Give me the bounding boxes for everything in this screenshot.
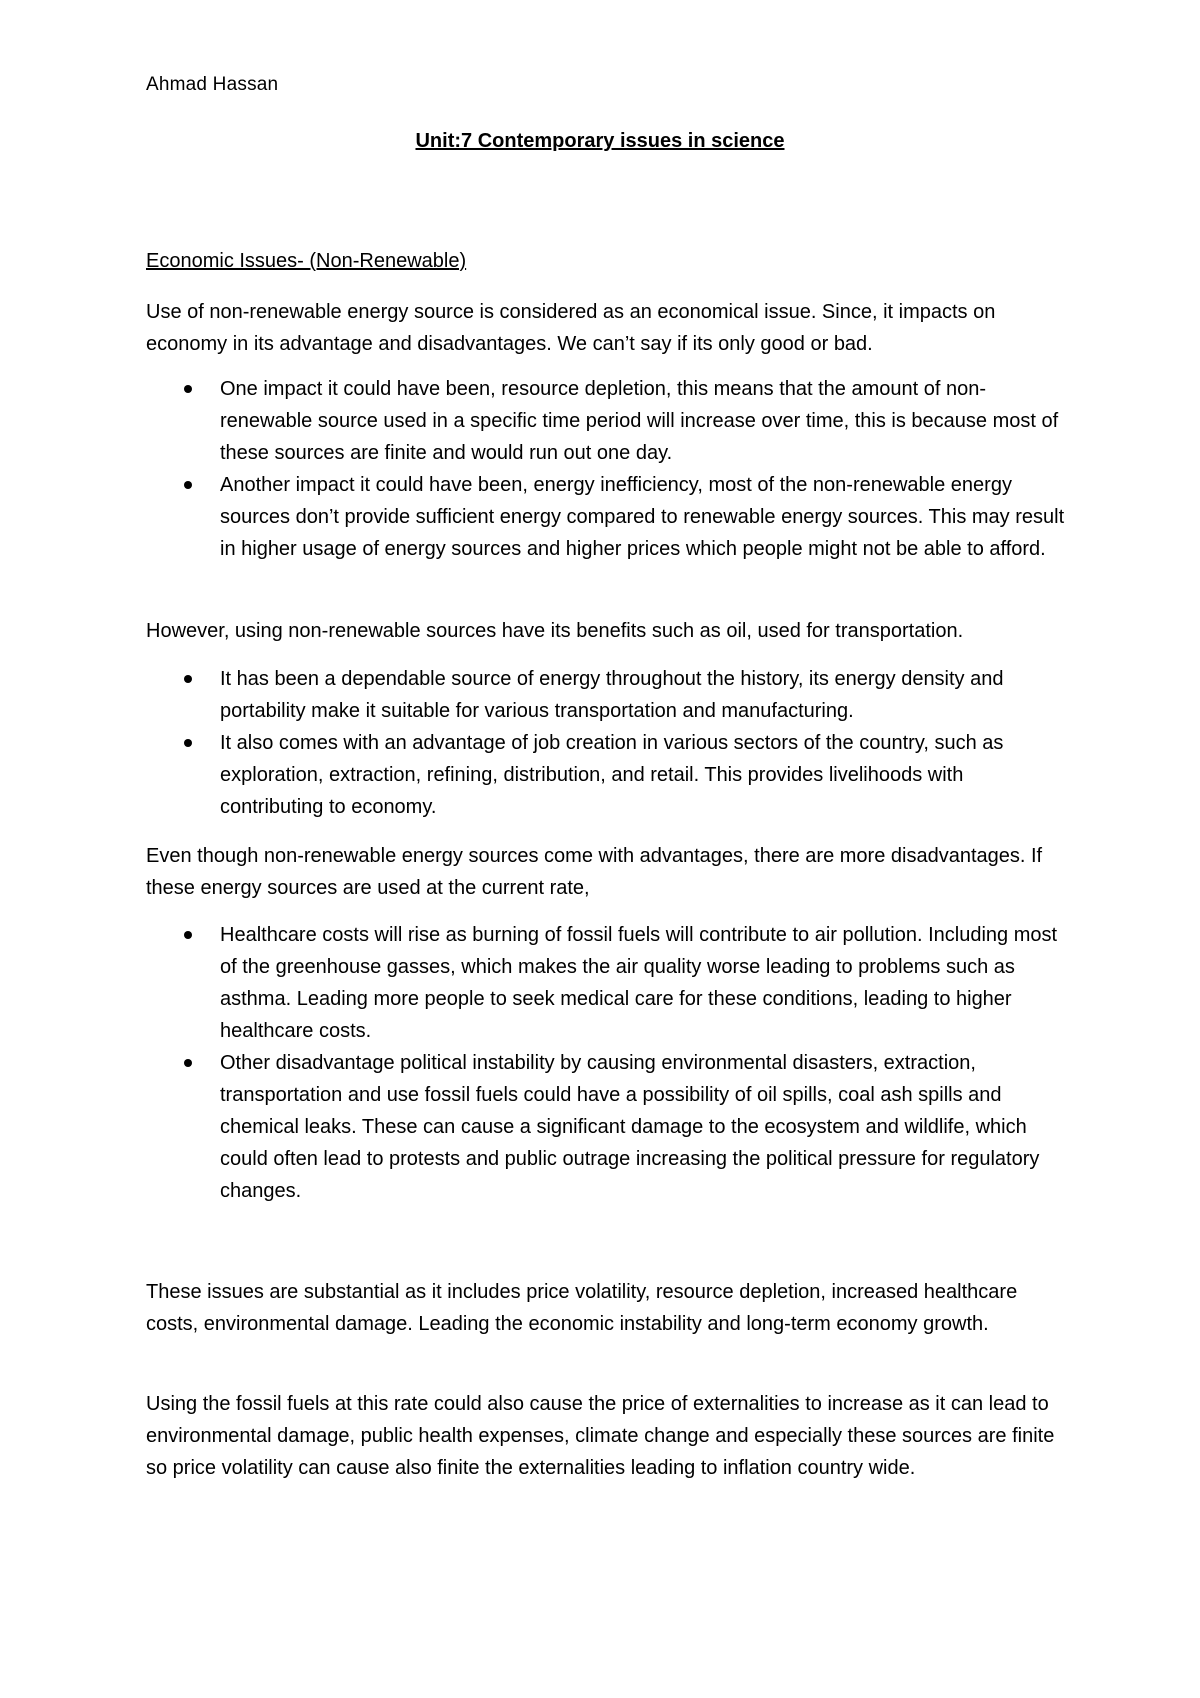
conclusion-paragraph: Using the fossil fuels at this rate could also cause the price of externalities to increase as it can lead to environmental damage, public health expenses, climate change and especially these sources are finite so price volatility can cause also finite the externalities leading to inflation country wide. bbox=[146, 1393, 1055, 1479]
disadvantages-intro-paragraph: Even though non-renewable energy sources come with advantages, there are more disadvantages. If these energy sources are used at the current rate, bbox=[146, 845, 1043, 899]
list-item bbox=[146, 727, 1066, 823]
list-item-text: Another impact it could have been, energy inefficiency, most of the non-renewable energy sources don’t provide sufficient energy compared to renewable energy sources. This may result in higher usage of energy sources and higher prices which people might not be able to afford. bbox=[220, 474, 1065, 560]
intro-paragraph: Use of non-renewable energy source is considered as an economical issue. Since, it impacts on economy in its advantage and disadvantages. We can’t say if its only good or bad. bbox=[146, 301, 996, 355]
list-item-text: Healthcare costs will rise as burning of fossil fuels will contribute to air pollution. Including most of the greenhouse gasses, which makes the air quality worse leading to problems such as asthma. Leading more people to seek medical care for these conditions, leading to higher healthcare costs. bbox=[220, 924, 1058, 1042]
summary-paragraph: These issues are substantial as it includes price volatility, resource depletion, increased healthcare costs, environmental damage. Leading the economic instability and long-term economy growth. bbox=[146, 1281, 1018, 1335]
impacts-list bbox=[146, 373, 1066, 565]
bullet-icon bbox=[184, 1059, 192, 1067]
list-item bbox=[146, 469, 1066, 565]
benefits-list bbox=[146, 663, 1066, 823]
bullet-icon bbox=[184, 931, 192, 939]
bullet-icon bbox=[184, 481, 192, 489]
benefits-intro-paragraph: However, using non-renewable sources have its benefits such as oil, used for transportation. bbox=[146, 620, 964, 642]
document-title: Unit:7 Contemporary issues in science bbox=[415, 130, 785, 152]
bullet-icon bbox=[184, 385, 192, 393]
section-heading: Economic Issues- (Non-Renewable) bbox=[146, 250, 467, 272]
list-item bbox=[146, 663, 1066, 727]
list-item-text: One impact it could have been, resource depletion, this means that the amount of non-renewable source used in a specific time period will increase over time, this is because most of these sources are finite and would run out one day. bbox=[220, 378, 1059, 464]
disadvantages-list bbox=[146, 919, 1066, 1207]
list-item-text: It has been a dependable source of energy throughout the history, its energy density and portability make it suitable for various transportation and manufacturing. bbox=[220, 668, 1004, 722]
bullet-icon bbox=[184, 675, 192, 683]
list-item bbox=[146, 373, 1066, 469]
bullet-icon bbox=[184, 739, 192, 747]
list-item-text: It also comes with an advantage of job creation in various sectors of the country, such as exploration, extraction, refining, distribution, and retail. This provides livelihoods with contributing to economy. bbox=[220, 732, 1004, 818]
list-item-text: Other disadvantage political instability by causing environmental disasters, extraction, transportation and use fossil fuels could have a possibility of oil spills, coal ash spills and chemical leaks. These can cause a significant damage to the ecosystem and wildlife, which could often lead to protests and public outrage increasing the political pressure for regulatory changes. bbox=[220, 1052, 1040, 1202]
author-name: Ahmad Hassan bbox=[146, 74, 279, 95]
list-item bbox=[146, 1047, 1066, 1207]
list-item bbox=[146, 919, 1066, 1047]
